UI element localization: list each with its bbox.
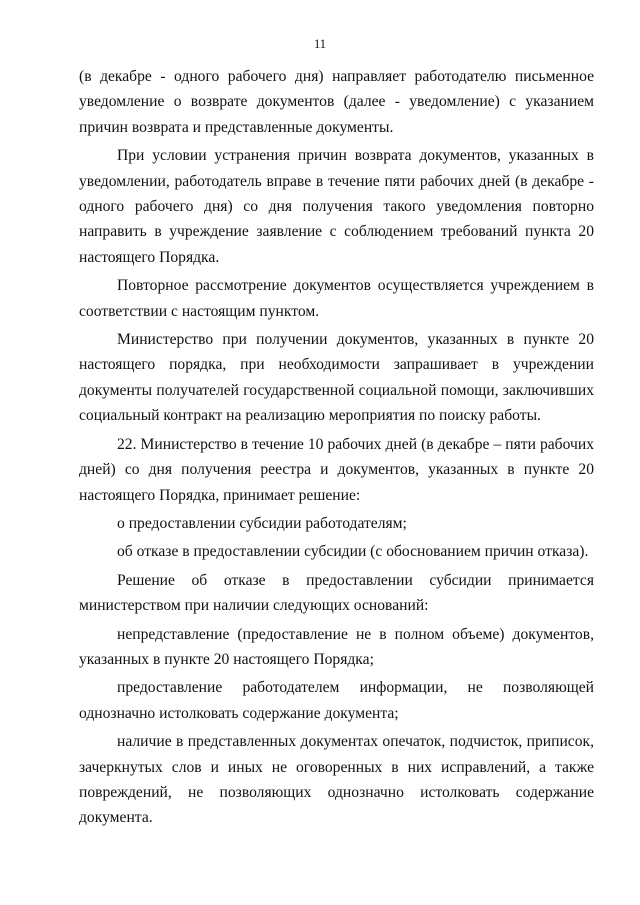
paragraph-ground-defects: наличие в представленных документах опечаток, подчисток, приписок, зачеркнутых слов и иных не оговоренных в них исправлений, а также повреждений, не позволяющих однозначно истолковать содержание документа. (79, 733, 594, 827)
paragraph-refusal-grounds: Решение об отказе в предоставлении субсидии принимается министерством при наличии следующих оснований: (79, 571, 594, 615)
paragraph-ground-nonsubmission: непредставление (предоставление не в полном объеме) документов, указанных в пункте 20 настоящего Порядка; (79, 625, 594, 668)
paragraph-decision-refusal: об отказе в предоставлении субсидии (с обоснованием причин отказа). (117, 543, 589, 561)
document-body (79, 64, 594, 834)
paragraph-ministry-request: Министерство при получении документов, указанных в пункте 20 настоящего порядка, при необходимости запрашивает в учреждении документы получателей государственной социальной помощи, заключивших социальный контракт на реализацию мероприятия по поиску работы. (79, 331, 594, 425)
paragraph-item-22: 22. Министерство в течение 10 рабочих дней (в декабре – пяти рабочих дней) со дня получения реестра и документов, указанных в пункте 20 настоящего Порядка, принимает решение: (79, 435, 594, 504)
paragraph-ground-ambiguous-info: предоставление работодателем информации, не позволяющей однозначно истолковать содержание документа; (79, 679, 594, 722)
paragraph-return-notice: (в декабре - одного рабочего дня) направляет работодателю письменное уведомление о возврате документов (далее - уведомление) с указанием причин возврата и представленные документы. (79, 68, 594, 136)
paragraph-repeat-review: Повторное рассмотрение документов осуществляется учреждением в соответствии с настоящим пунктом. (79, 277, 594, 320)
paragraph-resubmission: При условии устранения причин возврата документов, указанных в уведомлении, работодатель вправе в течение пяти рабочих дней (в декабре - одного рабочего дня) со дня получения такого уведомления повторно направить в учреждение заявление с соблюдением требований пункта 20 настоящего Порядка. (79, 147, 594, 266)
page-number: 11 (313, 37, 327, 51)
paragraph-decision-grant: о предоставлении субсидии работодателям; (117, 514, 407, 532)
